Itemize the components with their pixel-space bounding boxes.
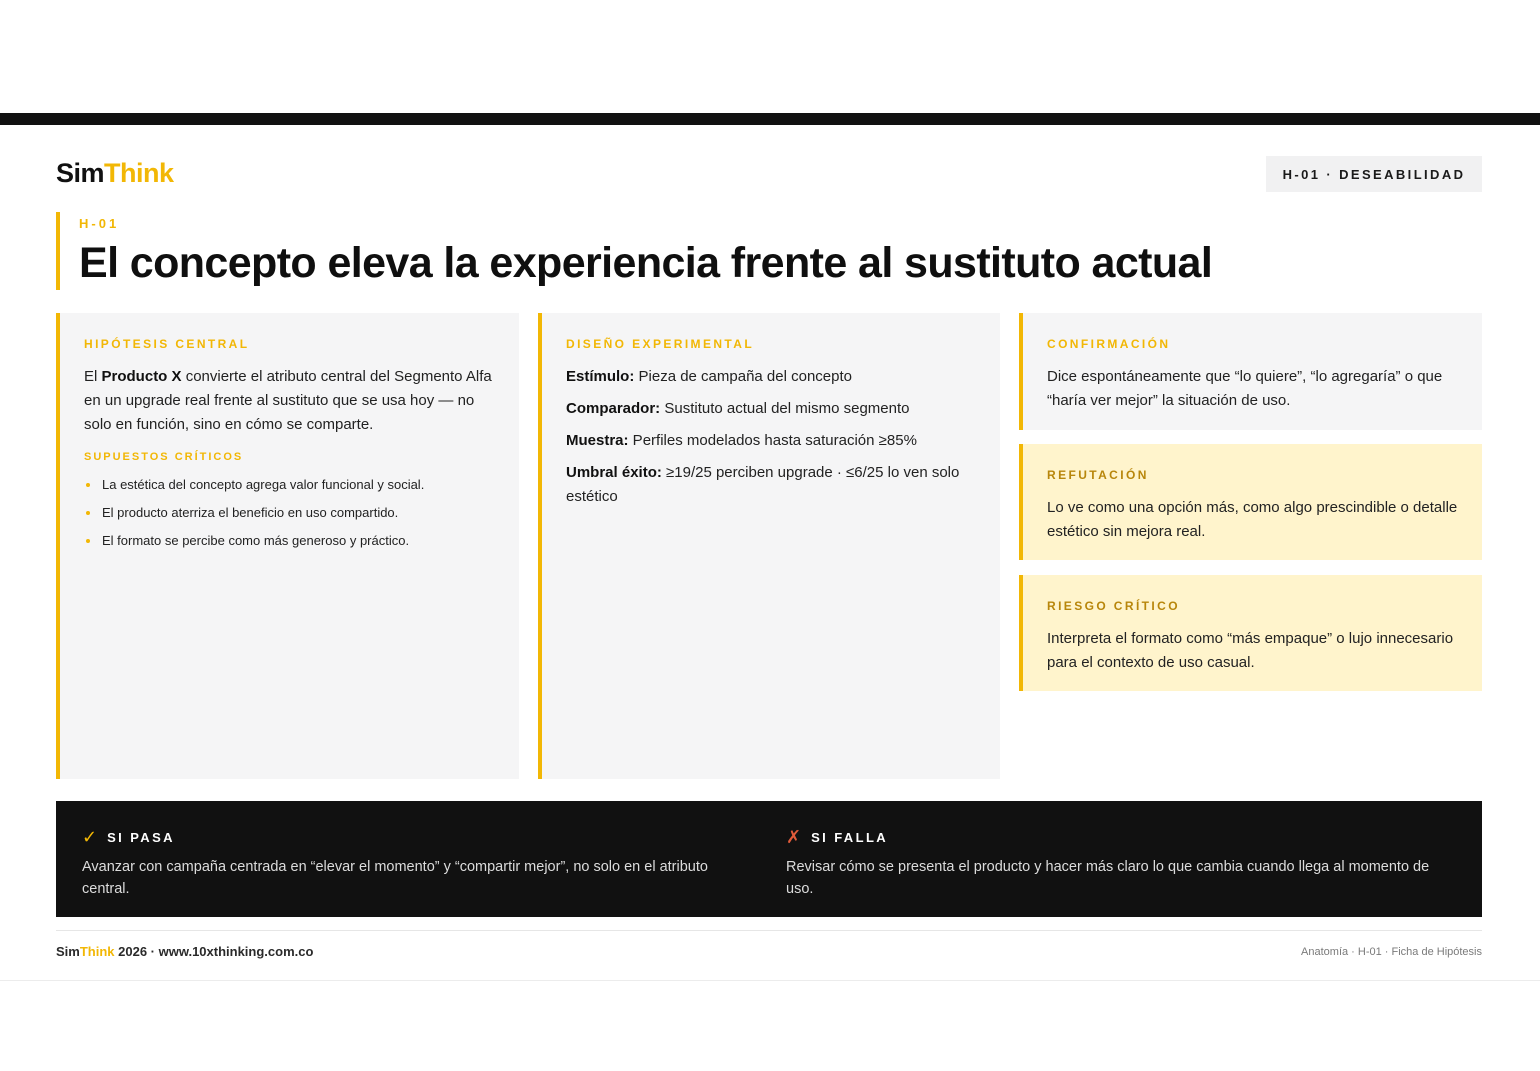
design-key: Estímulo: [566,368,635,385]
outcome-pass-text: Avanzar con campaña centrada en “elevar el momento” y “compartir mejor”, no solo en el atributo central. [82,859,708,897]
confirmation-text: Dice espontáneamente que “lo quiere”, “lo agregaría” o que “haría ver mejor” la situación de uso. [1047,368,1443,409]
footer-caption: Anatomía · H-01 · Ficha de Hipótesis [1301,946,1482,958]
title-block [56,212,1212,290]
brand-logo [56,158,174,189]
outcome-pass-head [82,827,742,848]
refutation-card [1019,444,1482,560]
footer-brand [56,944,313,959]
page-bottom-line [0,980,1540,981]
footer-divider [56,930,1482,931]
risk-label: RIESGO CRÍTICO [1047,599,1180,613]
design-label: DISEÑO EXPERIMENTAL [566,337,755,351]
hypothesis-text-pre: El [84,368,102,385]
hypothesis-label: HIPÓTESIS CENTRAL [84,337,250,351]
design-card [538,313,1000,779]
outcomes-panel [56,801,1482,917]
hypothesis-card [56,313,519,779]
eyebrow: H-01 [79,216,120,231]
list-item: El producto aterriza el beneficio en uso compartido. [84,499,495,527]
design-value: Perfiles modelados hasta saturación ≥85% [628,432,917,449]
design-row-comparator [566,397,976,421]
top-bar [0,113,1540,125]
page-title: El concepto eleva la experiencia frente al sustituto actual [79,239,1213,287]
assumptions-label: SUPUESTOS CRÍTICOS [84,451,244,463]
footer-sim: Sim [56,944,80,959]
footer-think: Think [79,944,115,959]
hypothesis-text-post: convierte el atributo central del Segmento Alfa en un upgrade real frente al sustituto que se usa hoy — no solo en función, sino en cómo se comparte. [84,368,492,433]
check-icon: ✓ [82,827,98,847]
design-row-sample [566,429,976,453]
design-value: Pieza de campaña del concepto [634,368,852,385]
hypothesis-badge: H-01 · DESEABILIDAD [1266,156,1482,192]
assumptions-list [84,471,495,555]
design-key: Comparador: [566,400,661,417]
design-value: Sustituto actual del mismo segmento [660,400,910,417]
confirmation-card [1019,313,1482,430]
logo-sim: Sim [56,158,105,188]
design-key: Umbral éxito: [566,464,662,481]
refutation-label: REFUTACIÓN [1047,468,1149,482]
cross-icon: ✗ [786,827,802,847]
footer-url: 2026 · www.10xthinking.com.co [114,944,314,959]
outcome-pass [82,827,742,900]
design-value: ≥19/25 perciben upgrade · ≤6/25 lo ven solo estético [566,464,960,505]
refutation-text: Lo ve como una opción más, como algo prescindible o detalle estético sin mejora real. [1047,499,1458,540]
design-row-threshold [566,461,976,509]
hypothesis-text-bold: Producto X [101,368,182,385]
confirmation-label: CONFIRMACIÓN [1047,337,1171,351]
design-key: Muestra: [566,432,629,449]
list-item: El formato se percibe como más generoso y práctico. [84,527,495,555]
outcome-pass-label: SI PASA [107,830,175,845]
outcome-fail-text: Revisar cómo se presenta el producto y hacer más claro lo que cambia cuando llega al momento de uso. [786,859,1430,897]
risk-text: Interpreta el formato como “más empaque” o lujo innecesario para el contexto de uso casual. [1047,630,1454,671]
design-row-stimulus [566,365,976,389]
outcome-fail [786,827,1456,900]
outcome-fail-label: SI FALLA [811,830,889,845]
list-item: La estética del concepto agrega valor funcional y social. [84,471,495,499]
risk-card [1019,575,1482,691]
outcome-fail-head [786,827,1456,848]
hypothesis-text [84,365,495,437]
logo-think: Think [104,158,174,188]
